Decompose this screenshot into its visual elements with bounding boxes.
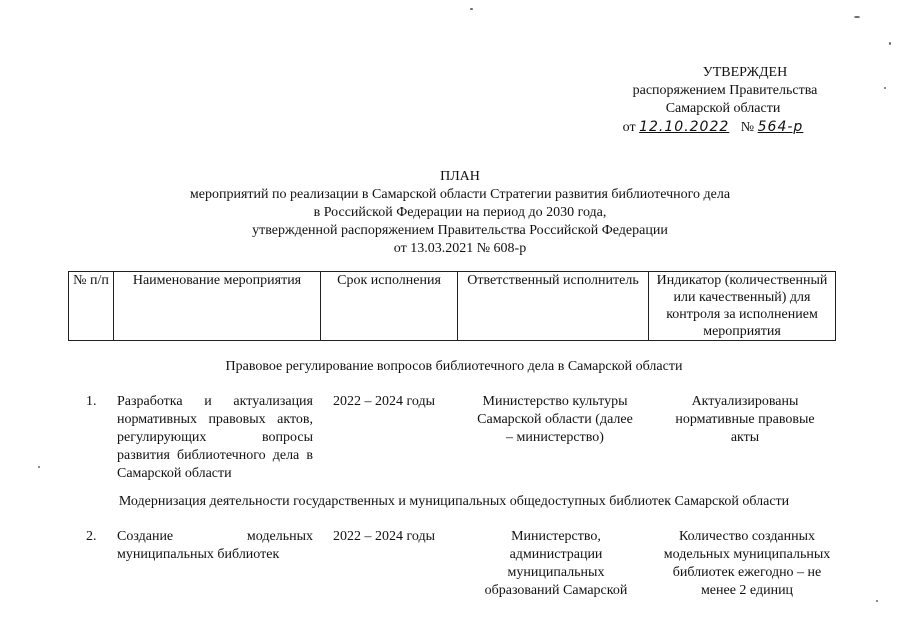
table-header-row: [69, 272, 836, 341]
row-responsible: Министерство, администрации муниципальных образований Самарской: [484, 529, 628, 598]
scan-speck: [884, 87, 886, 89]
row-name: Разработка и актуализация нормативных правовых актов, регулирующих вопросы развития библиотечного дела в Самарской области: [117, 394, 313, 481]
approval-line-1: распоряжением Правительства: [632, 83, 818, 98]
plan-title: [100, 168, 820, 258]
approval-line-2: Самарской области: [665, 101, 781, 116]
approval-date-prefix: от: [622, 120, 636, 135]
approval-date: 12.10.2022: [639, 119, 730, 135]
approval-number-prefix: №: [740, 120, 755, 135]
row-term: 2022 – 2024 годы: [333, 394, 436, 409]
row-responsible: Министерство культуры Самарской области (далее – министерство): [477, 394, 633, 445]
scan-speck: [876, 600, 878, 602]
plan-title-line-1: мероприятий по реализации в Самарской области Стратегии развития библиотечного дела: [189, 187, 731, 202]
approval-date-number: [588, 118, 838, 137]
row-number: 1.: [86, 394, 97, 409]
plan-table-header: [68, 271, 836, 341]
section-title: Модернизация деятельности государственных и муниципальных общедоступных библиотек Самарской области: [118, 494, 790, 509]
row-term: 2022 – 2024 годы: [333, 529, 436, 544]
header-name: Наименование мероприятия: [114, 272, 321, 341]
plan-title-line-2: в Российской Федерации на период до 2030 года,: [313, 205, 607, 220]
scan-speck: [470, 8, 473, 10]
approval-block: [600, 64, 850, 137]
approval-heading: УТВЕРЖДЕН: [702, 65, 788, 80]
scan-speck: [889, 42, 891, 45]
plan-title-line-4: от 13.03.2021 № 608-р: [393, 241, 527, 256]
header-responsible: Ответственный исполнитель: [458, 272, 649, 341]
scan-speck: [854, 16, 860, 18]
scan-speck: [38, 466, 40, 468]
row-name: Создание модельных муниципальных библиотек: [117, 529, 313, 562]
plan-title-line-3: утвержденной распоряжением Правительства Российской Федерации: [252, 223, 668, 238]
approval-number: 564-р: [757, 119, 804, 135]
section-title: Правовое регулирование вопросов библиотечного дела в Самарской области: [225, 359, 683, 374]
header-term: Срок исполнения: [321, 272, 458, 341]
header-num: № п/п: [69, 272, 114, 341]
header-indicator: Индикатор (количественный или качественный) для контроля за исполнением мероприятия: [649, 272, 836, 341]
plan-heading: ПЛАН: [440, 169, 480, 184]
row-number: 2.: [86, 529, 97, 544]
row-indicator: Актуализированы нормативные правовые акты: [675, 394, 815, 445]
row-indicator: Количество созданных модельных муниципальных библиотек ежегодно – не менее 2 единиц: [663, 529, 831, 598]
